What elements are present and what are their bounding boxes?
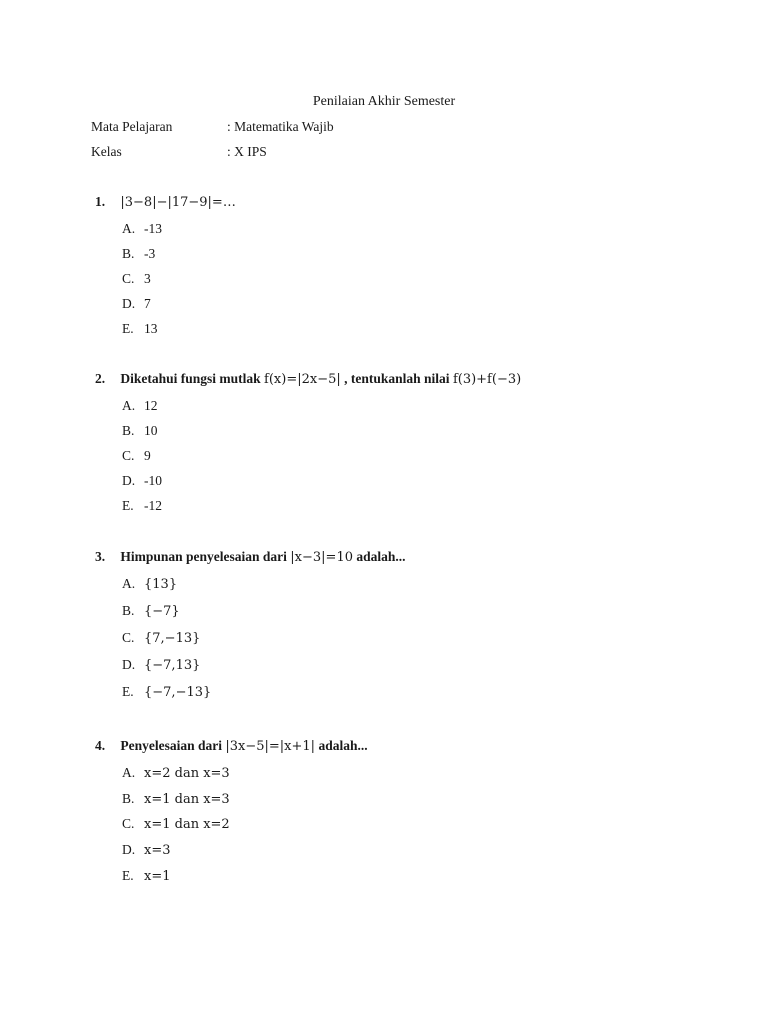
option-e[interactable] [122,684,211,704]
option-c[interactable] [122,630,200,650]
question-number: 1. [95,194,106,209]
option-value: {−7,−13} [144,685,212,700]
subject-value: : Matematika Wajib [227,119,334,134]
option-c[interactable] [122,271,151,291]
option-letter: E. [122,684,134,699]
option-value: {13} [144,577,178,592]
option-b[interactable] [122,423,158,443]
option-a[interactable] [122,576,177,596]
option-value: -12 [144,498,162,513]
option-letter: E. [122,498,134,513]
option-letter: A. [122,765,136,780]
option-value: x=1 [144,869,171,884]
option-value: -3 [144,246,156,261]
option-d[interactable] [122,657,200,677]
option-a[interactable] [122,398,158,418]
option-e[interactable] [122,321,158,341]
option-letter: A. [122,221,136,236]
option-letter: B. [122,603,135,618]
question-1-stem [95,194,236,214]
option-d[interactable] [122,473,162,493]
option-d[interactable] [122,296,151,316]
option-value: 12 [144,398,158,413]
option-b[interactable] [122,791,230,811]
option-e[interactable] [122,498,162,518]
question-expression: |x−3|=10 [290,550,353,565]
option-letter: C. [122,630,135,645]
option-b[interactable] [122,603,180,623]
option-value: 13 [144,321,158,336]
option-value: 7 [144,296,151,311]
option-letter: C. [122,448,135,463]
class-value: : X IPS [227,144,267,159]
option-letter: D. [122,657,136,672]
option-letter: B. [122,423,135,438]
option-letter: C. [122,271,135,286]
option-letter: B. [122,246,135,261]
question-suffix: , tentukanlah nilai [344,371,453,386]
option-value: x=1 dan x=3 [144,792,230,807]
question-expression: f(x)=|2x−5| [264,372,341,387]
question-expression: |3−8|−|17−9|=… [120,195,236,210]
option-letter: C. [122,816,135,831]
option-d[interactable] [122,842,171,862]
option-letter: B. [122,791,135,806]
option-letter: E. [122,321,134,336]
option-letter: D. [122,473,136,488]
option-value: -13 [144,221,162,236]
class-label: Kelas [91,144,122,159]
option-a[interactable] [122,221,162,241]
option-value: 3 [144,271,151,286]
question-number: 4. [95,738,106,753]
option-value: {7,−13} [144,631,201,646]
question-expression: |3x−5|=|x+1| [225,739,316,754]
option-value: 10 [144,423,158,438]
question-text: Himpunan penyelesaian dari [120,549,291,564]
option-letter: D. [122,296,136,311]
subject-label: Mata Pelajaran [91,119,173,134]
option-b[interactable] [122,246,155,266]
option-c[interactable] [122,448,151,468]
option-a[interactable] [122,765,230,785]
question-expression-2: f(3)+f(−3) [452,372,522,387]
option-value: {−7,13} [144,658,201,673]
question-text: Diketahui fungsi mutlak [120,371,265,386]
option-letter: E. [122,868,134,883]
question-number: 3. [95,549,106,564]
option-letter: D. [122,842,136,857]
page-title: Penilaian Akhir Semester [312,94,456,109]
option-letter: A. [122,576,136,591]
question-text: Penyelesaian dari [120,738,226,753]
question-2-stem [95,371,521,391]
option-value: x=2 dan x=3 [144,766,230,781]
question-4-stem [95,738,368,758]
option-value: -10 [144,473,162,488]
option-e[interactable] [122,868,171,888]
question-number: 2. [95,371,106,386]
option-letter: A. [122,398,136,413]
question-suffix: adalah... [356,549,406,564]
option-value: x=3 [144,843,171,858]
option-value: x=1 dan x=2 [144,817,230,832]
option-value: {−7} [144,604,180,619]
option-value: 9 [144,448,151,463]
question-3-stem [95,549,406,569]
question-suffix: adalah... [318,738,368,753]
option-c[interactable] [122,816,230,836]
